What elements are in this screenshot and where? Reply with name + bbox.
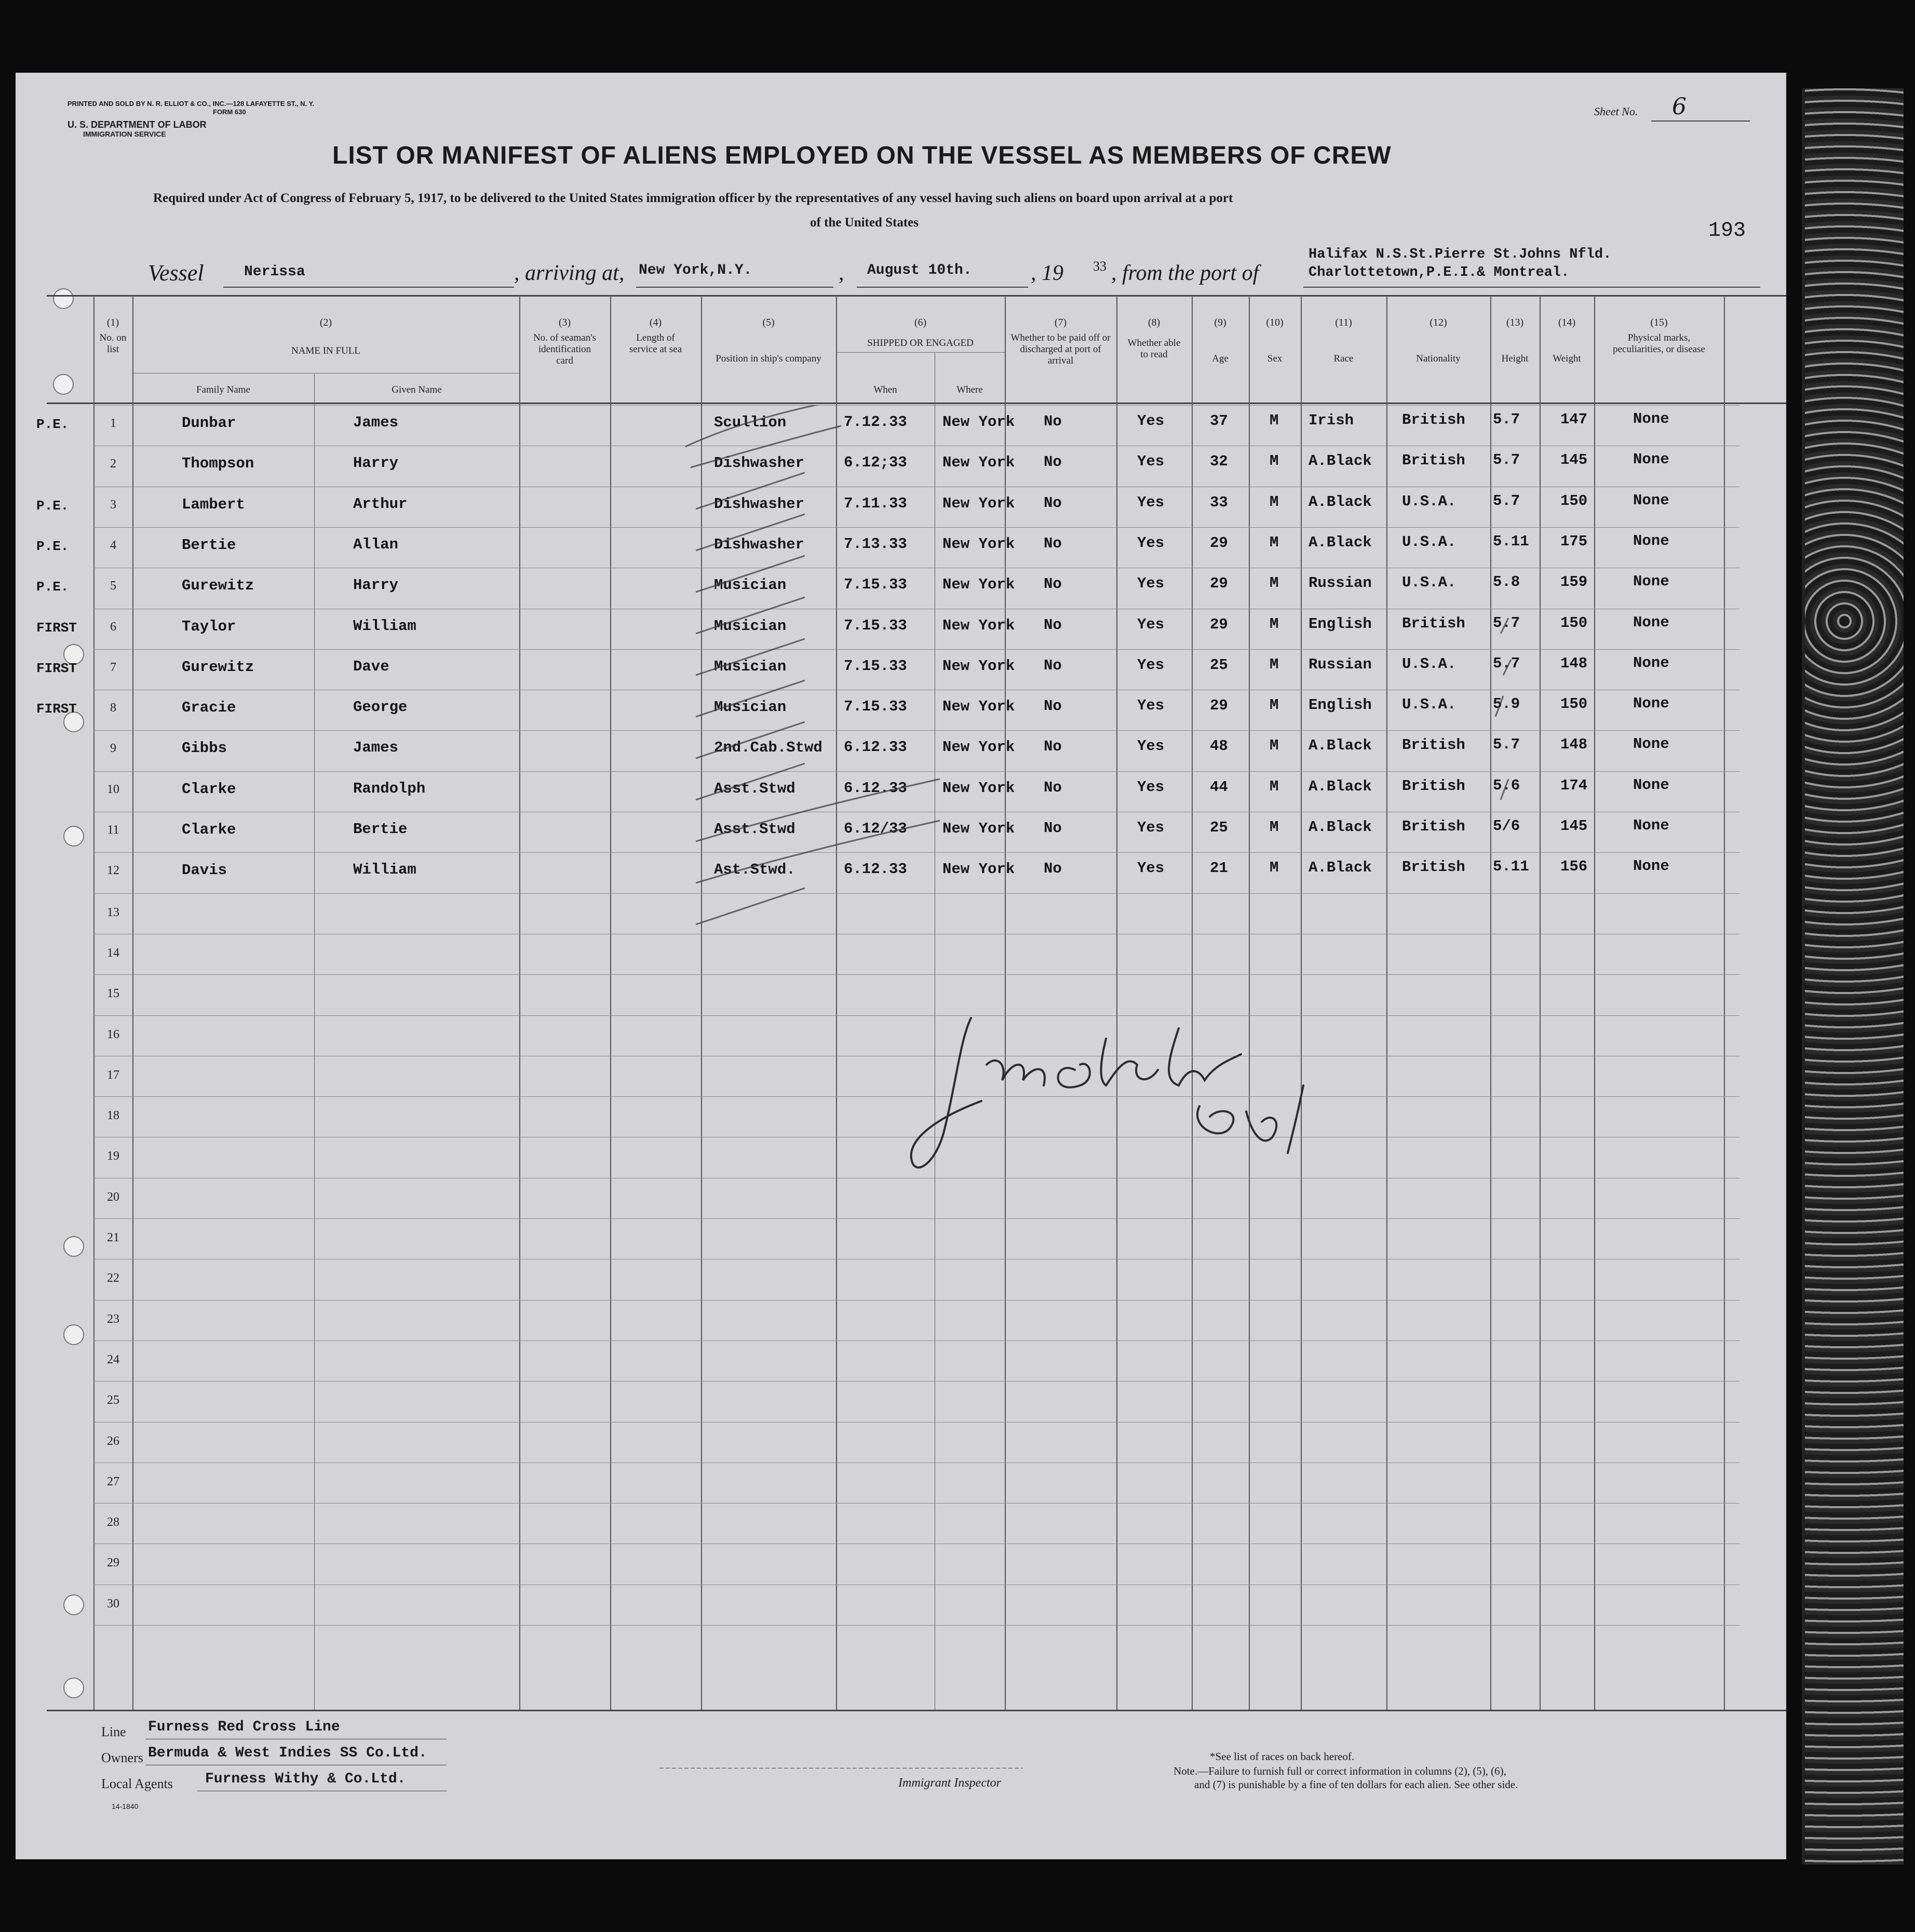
able-to-read: Yes [1137,697,1165,714]
shipped-where: New York [942,495,1015,512]
shipped-where: New York [942,658,1015,675]
form-code: 14-1840 [112,1802,139,1810]
shipped-where: New York [942,739,1015,756]
paid-off: No [1044,616,1062,634]
sex: M [1270,615,1279,633]
col-7-number: (7) [1054,317,1067,328]
arriving-label: , arriving at, [514,261,625,285]
shipped-when: 7.15.33 [844,698,907,715]
sex: M [1270,574,1279,592]
arrival-date: August 10th. [867,262,972,278]
empty-row-number: 28 [107,1515,119,1529]
weight: 145 [1560,451,1588,468]
col-8-header: Whether able to read [1127,338,1181,360]
row-mark: P.E. [36,579,69,595]
height: 5.7 [1493,655,1520,672]
family-name: Thompson [182,455,254,472]
given-name: Allan [353,536,399,553]
inspector-label: Immigrant Inspector [898,1776,1001,1790]
shipped-where: New York [942,576,1015,593]
age: 32 [1210,453,1228,470]
subtitle-line-1: Required under Act of Congress of February 5, 1917, to be delivered to the United States immigration officer by the representatives of any vessel having such aliens on board upon arrival at a port [153,191,1233,205]
shipped-where: New York [942,454,1015,471]
arrival-port-underline [636,287,833,288]
col-1-number: (1) [106,317,119,328]
position: 2nd.Cab.Stwd [714,739,822,756]
physical-marks: None [1633,654,1669,672]
height: 5.7 [1493,411,1520,428]
col-2-number: (2) [319,317,332,328]
shipped-when: 6.12.33 [844,780,907,797]
table-top-border [47,295,1786,297]
sex: M [1270,656,1279,673]
race: A.Black [1309,737,1372,754]
physical-marks: None [1633,532,1669,549]
weight: 148 [1560,655,1588,672]
shipped-where: New York [942,413,1015,431]
row-mark: P.E. [36,498,69,514]
family-name: Davis [182,862,227,879]
sex: M [1270,737,1279,754]
race: A.Black [1309,859,1372,876]
departure-ports-line-2: Charlottetown,P.E.I.& Montreal. [1309,265,1570,280]
race: English [1309,615,1372,633]
empty-row-number: 19 [107,1149,119,1163]
empty-row-number: 27 [107,1475,119,1488]
vessel-name: Nerissa [244,264,305,280]
given-name: Harry [353,454,399,472]
family-name: Clarke [182,781,236,798]
col-5-number: (5) [762,317,775,328]
departure-ports-line-1: Halifax N.S.St.Pierre St.Johns Nfld. [1309,247,1612,262]
age: 29 [1210,534,1228,552]
given-name: Dave [353,658,389,675]
family-name: Gibbs [182,740,227,757]
arrival-date-underline [857,287,1028,288]
given-name: James [353,414,399,431]
sheet-number: 6 [1672,93,1687,120]
line-label: Line [101,1724,126,1739]
shipped-when: 7.15.33 [844,617,907,634]
punch-hole [53,374,74,395]
col-14-header: Weight [1553,353,1581,364]
age: 25 [1210,656,1228,674]
family-name: Gurewitz [182,577,254,594]
punch-hole [63,1678,84,1698]
agents-label: Local Agents [101,1776,173,1791]
age: 29 [1210,697,1228,714]
penalty-note-1: Note.—Failure to furnish full or correct information in columns (2), (5), (6), [1174,1765,1506,1777]
weight: 159 [1560,573,1588,591]
height: 5.7 [1493,736,1520,753]
shipped-where: New York [942,617,1015,634]
empty-row-number: 29 [107,1556,119,1569]
able-to-read: Yes [1137,575,1165,592]
arrival-port: New York,N.Y. [639,262,752,278]
paid-off: No [1044,697,1062,715]
sex: M [1270,534,1279,551]
nationality: British [1402,777,1465,795]
shipped-where: New York [942,820,1015,837]
nationality: British [1402,452,1465,469]
col-9-number: (9) [1214,317,1226,328]
nationality: British [1402,736,1465,754]
col-2b-header: Given Name [392,384,442,395]
race: Russian [1309,574,1372,592]
empty-row-number: 13 [107,906,119,919]
paid-off: No [1044,657,1062,674]
physical-marks: None [1633,573,1669,590]
able-to-read: Yes [1137,860,1165,877]
able-to-read: Yes [1137,453,1165,470]
shipped-where: New York [942,535,1015,553]
service-name: IMMIGRATION SERVICE [83,130,166,138]
height: 5.8 [1493,573,1520,591]
row-number: 8 [110,701,116,715]
col-12-number: (12) [1429,317,1447,328]
punch-hole [63,1236,84,1257]
nationality: British [1402,615,1465,632]
physical-marks: None [1633,695,1669,712]
paid-off: No [1044,779,1062,796]
department-name: U. S. DEPARTMENT OF LABOR [68,119,207,130]
able-to-read: Yes [1137,494,1165,511]
row-number: 10 [107,783,119,796]
weight: 174 [1560,777,1588,794]
age: 29 [1210,616,1228,633]
nationality: U.S.A. [1402,655,1457,673]
sex: M [1270,493,1279,511]
shipped-where: New York [942,861,1015,878]
position: Musician [714,576,787,594]
sex: M [1270,696,1279,714]
row-mark: P.E. [36,539,69,554]
col-2-header: NAME IN FULL [291,345,360,356]
physical-marks: None [1633,776,1669,794]
col-13-header: Height [1501,353,1529,364]
row-number: 12 [107,864,119,877]
penalty-note-2: and (7) is punishable by a fine of ten dollars for each alien. See other side. [1194,1778,1518,1791]
nationality: U.S.A. [1402,533,1457,551]
empty-row-number: 15 [107,987,119,1000]
sheet-number-line [1651,120,1750,122]
page-title: LIST OR MANIFEST OF ALIENS EMPLOYED ON THE VESSEL AS MEMBERS OF CREW [332,142,1392,169]
empty-row-number: 14 [107,946,119,960]
physical-marks: None [1633,735,1669,753]
position: Asst.Stwd [714,780,795,797]
col-3-header: No. of seaman's identification card [533,332,597,366]
weight: 150 [1560,695,1588,713]
able-to-read: Yes [1137,616,1165,633]
row-number: 4 [110,539,116,552]
punch-hole [63,1324,84,1345]
sex: M [1270,859,1279,876]
col-12-header: Nationality [1416,353,1461,364]
row-number: 2 [110,457,116,471]
position: Musician [714,658,787,675]
shipped-when: 6.12.33 [844,861,907,878]
family-name: Clarke [182,821,236,838]
nationality: British [1402,411,1465,428]
age: 33 [1210,494,1228,511]
position: Ast.Stwd. [714,861,795,878]
col-11-number: (11) [1335,317,1352,328]
height: 5.9 [1493,695,1520,713]
weight: 175 [1560,533,1588,550]
row-number: 5 [110,579,116,593]
height: 5.11 [1493,533,1529,550]
nationality: British [1402,858,1465,876]
height: 5.7 [1493,614,1520,632]
position: Dishwasher [714,454,805,472]
empty-row-number: 21 [107,1231,119,1244]
punch-hole [63,826,84,847]
nationality: U.S.A. [1402,696,1457,713]
shipped-when: 7.12.33 [844,413,907,431]
physical-marks: None [1633,857,1669,875]
sex: M [1270,819,1279,836]
age: 29 [1210,575,1228,592]
weight: 145 [1560,817,1588,835]
empty-row-number: 30 [107,1597,119,1611]
sex: M [1270,778,1279,795]
empty-row-number: 17 [107,1068,119,1082]
row-number: 9 [110,742,116,755]
paid-off: No [1044,535,1062,552]
year-suffix: 33 [1093,259,1107,274]
able-to-read: Yes [1137,412,1165,430]
owners-name: Bermuda & West Indies SS Co.Ltd. [148,1745,427,1761]
given-name: Arthur [353,495,408,513]
col-6-number: (6) [914,317,927,328]
col-15-header: Physical marks, peculiarities, or disease [1613,332,1705,355]
family-name: Gurewitz [182,659,254,676]
paid-off: No [1044,860,1062,877]
empty-row-number: 26 [107,1434,119,1448]
col-8-number: (8) [1148,317,1161,328]
age: 48 [1210,737,1228,755]
age: 44 [1210,779,1228,796]
height: 5.6 [1493,777,1520,794]
row-number: 11 [107,823,119,837]
race: A.Black [1309,819,1372,836]
able-to-read: Yes [1137,779,1165,796]
given-name: Harry [353,576,399,594]
shipped-subheader-line [836,352,1005,353]
position: Dishwasher [714,495,805,513]
row-mark: FIRST [36,701,77,717]
shipped-when: 6.12;33 [844,454,907,471]
col-14-number: (14) [1558,317,1576,328]
physical-marks: None [1633,492,1669,509]
sex: M [1270,452,1279,469]
age: 37 [1210,412,1228,430]
weight: 150 [1560,614,1588,632]
year-prefix: , 19 [1031,261,1063,285]
manifest-sheet: PRINTED AND SOLD BY N. R. ELLIOT & CO., INC.—128 LAFAYETTE ST., N. Y. FORM 630 U. S. DEPARTMENT OF LABOR IMMIGRATION SERVICE Sheet No. 6 LIST OR MANIFEST OF ALIENS EMPLOYED ON THE VESSEL AS MEMBERS OF CREW Required under Act of Congress of February 5, 1917, to be delivered to the United States immigration officer by the representatives of any vessel having such aliens on board upon arrival at a port of the United States 193 Vessel Nerissa , arriving at, New York,N.Y. , August 10th. , 19 33 , from the port of Halifax N.S.St.Pierre St.Johns Nfld. Charlottetown,P.E.I.& Montreal. (1) No. on list (2) NAME IN FULL Family Name Given Name (3) No. of seaman's identification card (4) Length of service at sea (5) Position in ship's company (6) SHIPPED OR ENGAGED When Where (7) Whether to be paid off or discharged at port of arrival (8) Whether able to read (9) Age (10) Sex (11) Race (12) Nationality (13) Height (14) Weight (15) Physical marks, peculiarities, or disease P.E. 1 Dunbar James Scullion 7.12.33 New York No Yes 37 M Irish British 5.7 147 None 2 Thompson Harry Dishwasher 6.12;33 New York No Yes 32 M A.Black British 5.7 145 None P.E. 3 Lambert Arthur Dishwasher 7.11.33 New York No Yes 33 M A.Black U.S.A. 5.7 150 None P.E. 4 Bertie Allan Dishwasher 7.13.33 New York No Yes 29 M A.Black U.S.A. 5.11 175 None P.E. 5 Gurewitz Harry Musician 7.15.33 New York No Yes 29 M Russian U.S.A. 5.8 159 None FIRST 6 Taylor William Musician 7.15.33 New York No Yes 29 M English British 5.7 150 None FIRST 7 Gurewitz Dave Musician 7.15.33 New York No Yes 25 M Russian U.S.A. 5.7 148 None FIRST 8 Gracie George Musician 7.15.33 New York No Yes 29 M English U.S.A. 5.9 150 None 9 Gibbs James 2nd.Cab.Stwd 6.12.33 New York No Yes 48 M A.Black British 5.7 148 None 10 Clarke Randolph Asst.Stwd 6.12.33 New York No Yes 44 M A.Black British 5.6 174 None 11 Clarke Bertie Asst.Stwd 6.12/33 New York No Yes 25 M A.Black British 5/6 145 None 12 Davis William Ast.Stwd. 6.12.33 New York No Yes 21 M A.Black British 5.11 156 None 13 14 15 16 17 18 19 20 21 22 23 24 25 26 27 28 29 30 Line Furness Red Cross Line Owners Bermuda & West Indies SS Co.Ltd. Local Agents Furness Withy & Co.Ltd. 14-1840 Immigrant Inspector *See list of races on back hereof. Note.—Failure to furnish full or correct information in columns (2), (5), (6), and (7) is punishable by a fine of ten dollars for each alien. See other side. [16,73,1786,1859]
col-15-number: (15) [1650,317,1668,328]
weight: 150 [1560,492,1588,509]
nationality: U.S.A. [1402,574,1457,591]
race: A.Black [1309,534,1372,551]
col-9-header: Age [1212,353,1229,364]
nationality: U.S.A. [1402,493,1457,510]
col-3-number: (3) [558,317,571,328]
agents-name: Furness Withy & Co.Ltd. [205,1771,406,1787]
given-name: George [353,699,408,716]
col-13-number: (13) [1506,317,1524,328]
shipped-when: 7.11.33 [844,495,907,512]
col-4-number: (4) [649,317,662,328]
race: A.Black [1309,452,1372,469]
able-to-read: Yes [1137,737,1165,755]
shipped-when: 7.15.33 [844,658,907,675]
inspector-signature [909,1008,1428,1205]
age: 25 [1210,819,1228,836]
vessel-label: Vessel [148,260,204,286]
shipped-when: 6.12/33 [844,820,907,837]
empty-row-number: 18 [107,1109,119,1122]
physical-marks: None [1633,614,1669,631]
race: Irish [1309,412,1354,429]
given-name: Bertie [353,821,408,838]
paid-off: No [1044,820,1062,837]
paid-off: No [1044,494,1062,512]
punch-hole [53,288,74,309]
page-number: 193 [1708,219,1746,243]
col-4-header: Length of service at sea [629,332,682,355]
row-mark: P.E. [36,417,69,432]
paid-off: No [1044,575,1062,593]
row-number: 1 [110,417,116,430]
punch-hole [63,1594,84,1615]
shipped-when: 7.15.33 [844,576,907,593]
empty-row-number: 25 [107,1393,119,1407]
sex: M [1270,412,1279,429]
family-name: Taylor [182,618,236,635]
empty-row-number: 24 [107,1353,119,1366]
given-name: William [353,861,416,878]
clerk-check-strokes [670,405,961,992]
race: A.Black [1309,778,1372,795]
weight: 156 [1560,858,1588,875]
height: 5/6 [1493,817,1520,835]
family-name: Dunbar [182,414,236,432]
physical-marks: None [1633,410,1669,427]
height: 5.7 [1493,492,1520,509]
paid-off: No [1044,453,1062,471]
col-6b-header: Where [956,384,983,395]
printer-line: PRINTED AND SOLD BY N. R. ELLIOT & CO., INC.—128 LAFAYETTE ST., N. Y. [68,100,315,108]
empty-row-number: 16 [107,1028,119,1041]
race: English [1309,696,1372,714]
col-7-header: Whether to be paid off or discharged at port of arrival [1010,332,1111,366]
empty-row-number: 22 [107,1271,119,1285]
col-2a-header: Family Name [196,384,250,395]
position: Scullion [714,414,787,431]
physical-marks: None [1633,451,1669,468]
family-name: Gracie [182,699,236,716]
row-mark: FIRST [36,620,77,636]
family-name: Lambert [182,496,245,513]
weight: 148 [1560,736,1588,753]
departure-ports-underline [1303,287,1760,288]
line-name: Furness Red Cross Line [148,1719,340,1735]
paid-off: No [1044,413,1062,430]
family-name: Bertie [182,536,236,554]
row-mark: FIRST [36,661,77,676]
shipped-where: New York [942,698,1015,715]
col-11-header: Race [1333,353,1354,364]
height: 5.11 [1493,858,1529,875]
col-1-header: No. on list [99,332,127,355]
given-name: Randolph [353,780,426,797]
subtitle-line-2: of the United States [810,216,919,230]
binding-strip [1802,88,1904,1864]
position: Musician [714,618,787,635]
sheet-label: Sheet No. [1594,105,1638,118]
empty-row-number: 23 [107,1312,119,1326]
able-to-read: Yes [1137,534,1165,552]
row-number: 3 [110,498,116,512]
position: Asst.Stwd [714,821,795,838]
form-number: FORM 630 [213,108,246,116]
table-bottom-border [47,1710,1786,1711]
table-header-border [47,403,1786,404]
races-note: *See list of races on back hereof. [1210,1750,1355,1763]
from-port-label: , from the port of [1111,261,1259,285]
shipped-where: New York [942,780,1015,797]
row-number: 6 [110,620,116,634]
col-6-header: SHIPPED OR ENGAGED [867,338,974,348]
col-5-header: Position in ship's company [716,353,821,364]
col-10-header: Sex [1267,353,1283,364]
shipped-when: 6.12.33 [844,739,907,756]
able-to-read: Yes [1137,656,1165,674]
empty-row-number: 20 [107,1190,119,1204]
race: A.Black [1309,493,1372,511]
weight: 147 [1560,411,1588,428]
col-6a-header: When [873,384,897,395]
given-name: James [353,739,399,756]
able-to-read: Yes [1137,819,1165,836]
owners-label: Owners [101,1750,143,1765]
nationality: British [1402,818,1465,835]
col-10-number: (10) [1266,317,1284,328]
age: 21 [1210,860,1228,877]
position: Musician [714,699,787,716]
vessel-underline [223,287,514,288]
nationality-check-strokes [1480,509,1521,821]
shipped-when: 7.13.33 [844,535,907,553]
position: Dishwasher [714,536,805,553]
given-name: William [353,618,416,635]
height: 5.7 [1493,451,1520,468]
physical-marks: None [1633,817,1669,834]
row-number: 7 [110,661,116,674]
race: Russian [1309,656,1372,673]
paid-off: No [1044,738,1062,755]
